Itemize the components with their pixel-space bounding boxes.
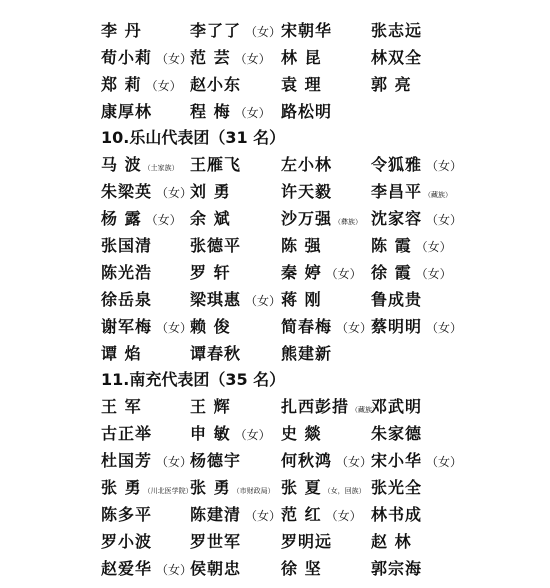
person-name-text: 蒋 刚	[281, 290, 322, 309]
person-name	[371, 528, 412, 555]
person-note: （市财政局）	[232, 487, 275, 495]
person-name	[190, 232, 241, 259]
person-name-text: 熊建新	[281, 344, 333, 363]
person-note: （女）	[245, 25, 282, 39]
person-name	[101, 447, 192, 476]
person-note: （女，回族）	[323, 487, 366, 495]
name-row	[0, 259, 550, 286]
person-name-text: 邓武明	[371, 397, 423, 416]
person-name-text: 赵 林	[371, 532, 412, 551]
person-note: （女）	[234, 52, 271, 66]
person-name-text: 秦 婷	[281, 263, 322, 282]
person-name-text: 余 斌	[190, 209, 231, 228]
person-name	[281, 501, 362, 530]
person-name-text: 马 波	[101, 155, 142, 174]
person-name	[190, 501, 281, 530]
person-name-text: 张国清	[101, 236, 153, 255]
person-name-text: 朱家德	[371, 424, 423, 443]
person-name-text: 蔡明明	[371, 317, 423, 336]
person-name	[190, 259, 231, 286]
person-note: （女）	[245, 509, 282, 523]
person-name-text: 谢军梅	[101, 317, 153, 336]
person-name	[190, 98, 271, 127]
person-name	[281, 259, 362, 288]
person-name-text: 郭 亮	[371, 75, 412, 94]
person-name-text: 王雁飞	[190, 155, 242, 174]
person-note: （女）	[426, 321, 463, 335]
person-name-text: 朱梁英	[101, 182, 153, 201]
name-row	[0, 151, 550, 178]
person-name	[281, 71, 322, 98]
name-row	[0, 474, 550, 501]
person-name-text: 张德平	[190, 236, 242, 255]
person-name-text: 袁 理	[281, 75, 322, 94]
person-name	[281, 286, 322, 313]
person-name-text: 侯朝忠	[190, 559, 242, 578]
person-name-text: 沈家容	[371, 209, 423, 228]
person-name-text: 张 夏	[281, 478, 322, 497]
person-name-text: 王 军	[101, 397, 142, 416]
person-name-text: 申 敏	[190, 424, 231, 443]
person-note: （藏族）	[351, 406, 380, 414]
person-name	[190, 178, 231, 205]
person-note: （女）	[234, 428, 271, 442]
person-name-text: 陈 霞	[371, 236, 412, 255]
person-name	[101, 178, 192, 207]
person-name	[101, 259, 152, 286]
person-note: （女）	[156, 186, 193, 200]
person-name	[101, 205, 182, 234]
name-row	[0, 528, 550, 555]
person-name-text: 徐 坚	[281, 559, 322, 578]
person-name	[281, 420, 322, 447]
person-name	[371, 151, 462, 180]
person-name	[371, 44, 422, 71]
person-note: （女）	[145, 79, 182, 93]
person-name-text: 范 芸	[190, 48, 231, 67]
name-row	[0, 17, 550, 44]
person-name	[371, 447, 462, 476]
person-name	[190, 528, 241, 555]
person-name	[281, 232, 322, 259]
person-name	[101, 393, 142, 420]
person-name-text: 程 梅	[190, 102, 231, 121]
person-name	[101, 528, 152, 555]
person-name-text: 罗明远	[281, 532, 333, 551]
person-name	[371, 232, 452, 261]
person-name	[101, 44, 192, 73]
name-row	[0, 340, 550, 367]
person-note: （女）	[156, 321, 193, 335]
person-name	[101, 98, 152, 125]
person-name	[371, 393, 422, 420]
name-row	[0, 286, 550, 313]
person-name-text: 杜国芳	[101, 451, 153, 470]
person-name	[190, 313, 231, 340]
person-name-text: 张 勇	[190, 478, 231, 497]
person-name-text: 扎西彭措	[281, 397, 350, 416]
person-name-text: 罗 轩	[190, 263, 231, 282]
person-name-text: 郑 莉	[101, 75, 142, 94]
person-name	[101, 71, 182, 100]
person-name-text: 鲁成贵	[371, 290, 423, 309]
person-name	[371, 205, 462, 234]
person-name	[101, 501, 152, 528]
person-name	[101, 313, 192, 342]
name-row	[0, 555, 550, 582]
person-name-text: 陈光浩	[101, 263, 153, 282]
person-name-text: 郭宗海	[371, 559, 423, 578]
person-name	[101, 420, 152, 447]
person-note: （女）	[426, 159, 463, 173]
person-name	[281, 44, 322, 71]
person-note: （女）	[145, 213, 182, 227]
person-name-text: 罗小波	[101, 532, 153, 551]
person-name-text: 谭春秋	[190, 344, 242, 363]
person-name-text: 赵爱华	[101, 559, 153, 578]
person-note: （女）	[325, 267, 362, 281]
person-name-text: 沙万强	[281, 209, 333, 228]
person-name	[371, 17, 422, 44]
person-name-text: 李 丹	[101, 21, 142, 40]
person-name-text: 林书成	[371, 505, 423, 524]
person-name-text: 林双全	[371, 48, 423, 67]
person-name	[371, 555, 422, 582]
person-name-text: 杨 露	[101, 209, 142, 228]
name-row	[0, 501, 550, 528]
name-row	[0, 71, 550, 98]
person-name-text: 张 勇	[101, 478, 142, 497]
person-name	[190, 393, 231, 420]
person-note: （土家族）	[143, 164, 179, 172]
person-note: （女）	[426, 213, 463, 227]
person-name	[371, 286, 422, 313]
person-name	[101, 286, 152, 313]
person-name	[371, 259, 452, 288]
person-note: （女）	[336, 321, 373, 335]
person-name	[190, 447, 241, 474]
person-name-text: 张光全	[371, 478, 423, 497]
person-name	[190, 151, 241, 178]
person-name	[190, 555, 241, 582]
person-note: （彝族）	[334, 218, 363, 226]
person-name	[190, 205, 231, 232]
person-note: （女）	[415, 267, 452, 281]
name-row	[0, 447, 550, 474]
person-name	[281, 447, 372, 476]
person-name	[281, 528, 332, 555]
person-name	[190, 71, 241, 98]
person-note: （女）	[325, 509, 362, 523]
person-name-text: 梁琪惠	[190, 290, 242, 309]
person-note: （女）	[415, 240, 452, 254]
person-name	[281, 17, 332, 44]
person-name-text: 陈 强	[281, 236, 322, 255]
person-name	[371, 420, 422, 447]
person-name-text: 陈多平	[101, 505, 153, 524]
person-name	[281, 178, 332, 205]
person-name-text: 康厚林	[101, 102, 153, 121]
person-name	[190, 17, 281, 46]
person-name-text: 令狐雅	[371, 155, 423, 174]
person-name-text: 赵小东	[190, 75, 242, 94]
person-note: （川北医学院）	[143, 487, 193, 495]
person-name-text: 罗世军	[190, 532, 242, 551]
person-name	[281, 313, 372, 342]
person-name	[371, 474, 422, 501]
name-row	[0, 44, 550, 71]
person-name-text: 徐岳泉	[101, 290, 153, 309]
person-name-text: 路松明	[281, 102, 333, 121]
person-name	[371, 313, 462, 342]
name-row	[0, 98, 550, 125]
person-name	[101, 232, 152, 259]
person-note: （女）	[426, 455, 463, 469]
person-note: （女）	[336, 455, 373, 469]
section-heading-leshan: 10.乐山代表团（31 名）	[101, 128, 286, 147]
person-name	[371, 71, 412, 98]
person-name-text: 陈建清	[190, 505, 242, 524]
person-name	[101, 17, 142, 44]
person-name	[190, 286, 281, 315]
person-name-text: 谭 焰	[101, 344, 142, 363]
person-name-text: 史 燚	[281, 424, 322, 443]
person-name	[101, 555, 192, 584]
person-name	[101, 340, 142, 367]
person-note: （女）	[156, 455, 193, 469]
person-name-text: 王 辉	[190, 397, 231, 416]
person-name-text: 许天毅	[281, 182, 333, 201]
person-name-text: 简春梅	[281, 317, 333, 336]
person-name	[190, 420, 271, 449]
person-name-text: 范 红	[281, 505, 322, 524]
person-name-text: 李了了	[190, 21, 242, 40]
person-name-text: 宋朝华	[281, 21, 333, 40]
person-name-text: 何秋鸿	[281, 451, 333, 470]
name-row	[0, 393, 550, 420]
person-name-text: 古正举	[101, 424, 153, 443]
person-name	[281, 555, 322, 582]
person-note: （女）	[156, 563, 193, 577]
person-name-text: 刘 勇	[190, 182, 231, 201]
person-note: （女）	[156, 52, 193, 66]
person-name-text: 张志远	[371, 21, 423, 40]
person-name-text: 杨德宇	[190, 451, 242, 470]
name-row	[0, 420, 550, 447]
person-name-text: 徐 霞	[371, 263, 412, 282]
person-name-text: 李昌平	[371, 182, 423, 201]
person-name-text: 赖 俊	[190, 317, 231, 336]
name-row	[0, 178, 550, 205]
person-note: （女）	[234, 106, 271, 120]
person-name	[190, 340, 241, 367]
person-name-text: 林 昆	[281, 48, 322, 67]
person-name-text: 荀小莉	[101, 48, 153, 67]
person-note: （女）	[245, 294, 282, 308]
person-name	[190, 44, 271, 73]
person-name-text: 左小林	[281, 155, 333, 174]
person-name	[281, 98, 332, 125]
name-row	[0, 205, 550, 232]
section-heading-nanchong: 11.南充代表团（35 名）	[101, 370, 286, 389]
person-name	[371, 501, 422, 528]
person-note: （藏族）	[424, 191, 453, 199]
name-row	[0, 313, 550, 340]
person-name-text: 宋小华	[371, 451, 423, 470]
person-name	[281, 151, 332, 178]
name-row	[0, 232, 550, 259]
person-name	[281, 340, 332, 367]
